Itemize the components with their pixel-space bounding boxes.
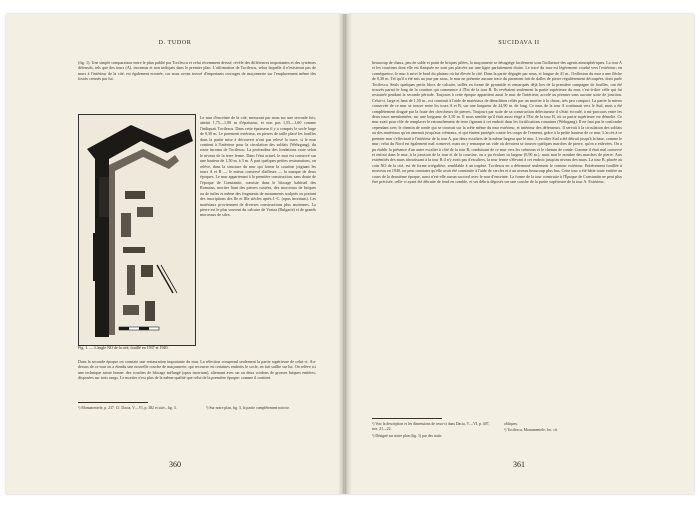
- left-text-top: (fig. 1). Une simple comparaison entre le plan publié par Tocilescu et celui récemment dressé, révèle des différences importantes et des systèmes défensifs, tels que des tours (A), inconnus et non indiqués dans le premier plan. L'affirmation de Tocilescu, selon laquelle il n'existerait pas de murs à l'intérieur de la cité, est également erronée, car nous avons trouvé d'importants ouvrages de maçonnerie sur l'emplacement même des fossés creusés par lui.: [78, 60, 316, 82]
- footnote-rule-left: [78, 402, 148, 403]
- right-page: [344, 14, 694, 494]
- site-plan-drawing: [79, 115, 195, 345]
- figure-caption: Fig. 1. — L'angle NO de la cité, fouillé en 1937 et 1940.: [78, 345, 169, 350]
- right-footnote-1: ¹) Voir la description et les dimensions de ceux-ci dans Dacia, V—VI, p. 407, nos. 21—22.: [372, 422, 490, 431]
- left-footnote-1: ¹) Monumentele, p. 237. Cf. Dacia, V—VI, p. 382 et suiv., fig. 3.: [78, 406, 177, 410]
- right-footnote-3: ³) Tocilescu, Monumentele, loc. cit.: [504, 428, 558, 432]
- site-plan-figure: [78, 114, 196, 346]
- right-text: beaucoup de chaux, peu de sable et point de briques pilées, la maçonnerie se désagrège facilement sous l'influence des agents atmosphériques. La tour A et les courtines dont elle est flanquée ne sont pas placées sur une ligne parfaitement droite. Le tracé du mur est légèrement courbé vers l'extérieur; en conséquence, le mur à suivi le bord du plateau où fut élevée la cité. Dans la partie dégagée par nous, et longue de 41 m., l'inflexion du mur a une flèche de 0,30 m. Tel qu'il a été mis au jour par nous, le mur ne présente aucune trace du parement fait de dalles de pierre régulièrement découpées, dont parle Tocilescu. Seuls quelques petits blocs de calcaire, taillés en forme de pyramide et remarqués déjà lors de la première campagne de fouilles, ont été trouvés parmi le long de la courtine qui commence à l'Est de la tour B. Ils revêtaient seulement la partie supérieure du mur, c'est-à-dire celle qui fut restaurée pendant la seconde période. Toujours à cette époque appartient aussi le mur de l'intérieur, accolé au premier sans aucune sorte de jonction. Celui-ci, large et haut de 1,50 m., est construit à l'aide de matériaux de démolition reliés par un mortier à la chaux, très peu compact. La partie la mieux conservée de ce mur se trouve entre les tours A et B, sur une longueur de 24,90 m. de long. Ce mur, de la tour A continuait vers le Sud, mais a été complètement dragué par la faute des chercheurs de pierres. Toujours par suite de sa construction défectueuse il s'était écroulé, à mi-parcours entre les deux tours mentionnées, sur une longueur de 3,50 m. Il nous semble qu'il était aussi érigé à l'Est de la tour B, où sa partie supérieure est démolie. Ce mur avait pour rôle de remplacer le retranchement de terre figurant à cet endroit dans les fortifications romaines (Wehrgang). Il ne faut pas le confondre cependant avec le chemin de ronde qui se trouvait sur la crête même du mur extérieur, et intérieur des défenseurs. Il servait à la circulation des soldats ou des matériaux qu'on amenait jusqu'aux créneaux, et qui étaient protégés contre les coups de l'ennemi, grâce à la petite hauteur de ce mur. L'accès à ce premier mur s'effectuait à l'intérieur de la tour A, par deux escaliers de la même largeur que le mur. L'escalier Sud a été détruit jusqu'à la base, comme le mur; celui du Nord est également mal conservé, mais on y remarque un vide où devaient se trouver quelques marches de pierre, qu'on a enlevées. On a pu établir la présence d'un autre escalier à côté de la tour B, conduisant de ce mur vers les créneaux et le chemin de ronde. Comme il était mal conservé et enfoui dans le mur, à la jonction de la tour et de la courtine, on a pu évaluer sa largeur (0,90 m.), mais non le nombre des marches de pierre. Aux extrémités des murs aboutissant à la tour B il n'y avait pas d'escaliers, la tour ferme s'élevant à cet endroit jusqu'au niveau des murs. La tour B, placée au coin NO de la cité, est de forme irrégulière, semblable à un trapèze. Tocilescu en a déterminé seulement le contour extérieur. Entièrement fouillée à nouveau en 1940, on peut constater qu'elle avait été construite à l'aide de cercles et à un niveau beaucoup plus bas. Cette tour a été bâtie toute entière au cours de la deuxième époque, aussi n'est-elle aucun raccord avec le mur d'enceinte. La forme de la tour construite à l'Époque de Constantin ne peut plus être précisée, celle-ci ayant été détruite de fond en comble, et ses débris déposés sur une couche de la partie supérieure de la tour A. Extérieur,: [372, 60, 622, 184]
- footnote-rule-right: [372, 418, 442, 419]
- right-header: SUCIDAVA II: [498, 40, 540, 46]
- left-page: [6, 14, 344, 494]
- left-header: D. TUDOR: [158, 40, 192, 46]
- right-page-number: 361: [513, 460, 525, 469]
- right-footnote-2-cont: obliques.: [504, 422, 518, 426]
- book-gutter: [338, 14, 352, 494]
- left-footnote-2: ²) Sur notre plan, fig. 3, la partie complètement noircie.: [206, 406, 290, 410]
- right-footnote-2: ²) Désigné sur notre plan (fig. 1) par des traits: [372, 434, 442, 438]
- left-text-bottom: Dans la seconde époque on constate une restauration importante du mur. La réfection comprend seulement la partie supérieure de celui-ci. Au-dessus de ce mur on a étendu une nouvelle couche de maçonnerie, qui recouvre en certaines endroits le socle, en fait saillie sur lui. On relève ici une technique mixte bonne: des couches de blocage mélangé (opus incertum), alternant avec un ou deux cordons de grosses briques entières, disposées sur trois rangs. Le mortier n'est plus de la même qualité que celui de la première époque: comme il contient: [78, 359, 316, 381]
- left-page-number: 360: [169, 460, 181, 469]
- left-text-side: Le mur d'enceinte de la cité, mesurant par nous sur une seconde fois, atteint 1,75—1,80 m d'épaisseur, et non pas 1,55—1,60 comme l'indiquait Tocilescu. Dans cette épaisseur il y a compris le socle large de 0,30 m. Le parement extérieur, en pierres de taille placé les fouilles dans la partie mise à découvert n'ont pas relevé la trace, si le mur contient à l'intérieur pour la circulation des soldats (Wehrgang), du route incomu de Tocilescu. La profondeur des fondations varie selon le niveau de la terre ferme. Dans l'état actuel, le mur est conservé sur une hauteur de 1,50 m. à 3 m. À part quelques petites restaurations, on relève, dans la structure du mur qui forme la courtine joignant les tours A et B — le mieux conservé d'ailleurs — la marque de deux époques. Le mur appartenant à la première construction, sans doute de l'époque de Constantin, consiste dans le blocage habituel des Romains, mortier liant des pierres cassées, des morceaux de briques ou de tuiles et même des fragments de monuments sculptés ou portant des inscriptions des IIe et IIIe siècles après J.-C. (opus incertum). Les matériaux proviennent de diverses constructions plus anciennes. La pierre est le plus souvent du calcaire de Vratza (Bulgarie) et de grands morceaux de silex.: [200, 115, 316, 218]
